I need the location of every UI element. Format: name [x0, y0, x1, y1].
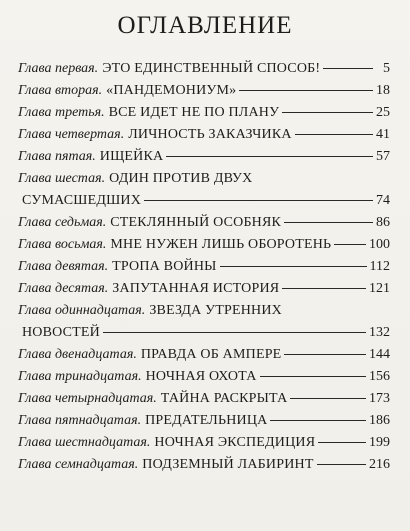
dot-leader — [284, 221, 373, 223]
chapter-label: Глава семнадцатая. — [18, 457, 139, 472]
chapter-label: Глава первая. — [18, 61, 99, 76]
table-of-contents — [18, 58, 390, 476]
chapter-title: ТАЙНА РАСКРЫТА — [160, 391, 288, 406]
chapter-label: Глава третья. — [18, 105, 105, 120]
dot-leader — [220, 265, 367, 267]
chapter-label: Глава вторая. — [18, 83, 103, 98]
chapter-label: Глава шестнадцатая. — [18, 435, 151, 450]
toc-entry[interactable] — [18, 168, 390, 212]
dot-leader — [282, 111, 373, 113]
dot-leader — [260, 375, 367, 377]
chapter-label: Глава восьмая. — [18, 237, 107, 252]
dot-leader — [323, 67, 373, 69]
dot-leader — [239, 89, 373, 91]
page-number: 5 — [383, 61, 390, 76]
page-number: 86 — [376, 215, 390, 230]
chapter-title: МНЕ НУЖЕН ЛИШЬ ОБОРОТЕНЬ — [110, 237, 332, 252]
page-number: 57 — [376, 149, 390, 164]
chapter-title-continued: СУМАСШЕДШИХ — [22, 193, 142, 208]
chapter-label: Глава двенадцатая. — [18, 347, 137, 362]
page-number: 121 — [369, 281, 390, 296]
dot-leader — [166, 155, 373, 157]
chapter-title: НОЧНАЯ ЭКСПЕДИЦИЯ — [154, 435, 316, 450]
chapter-title: ЗАПУТАННАЯ ИСТОРИЯ — [112, 281, 280, 296]
page-number: 112 — [369, 259, 390, 274]
dot-leader — [318, 441, 366, 443]
toc-entry[interactable] — [18, 58, 390, 80]
chapter-title: ТРОПА ВОЙНЫ — [112, 259, 217, 274]
chapter-title: ИЩЕЙКА — [99, 149, 164, 164]
page-title: ОГЛАВЛЕНИЕ — [117, 12, 293, 39]
toc-entry[interactable] — [18, 388, 390, 410]
toc-entry[interactable] — [18, 256, 390, 278]
chapter-title: ПРЕДАТЕЛЬНИЦА — [145, 413, 268, 428]
chapter-title: ЗВЕЗДА УТРЕННИХ — [149, 303, 282, 318]
toc-entry[interactable] — [18, 234, 390, 256]
toc-entry[interactable] — [18, 344, 390, 366]
toc-entry[interactable] — [18, 410, 390, 432]
dot-leader — [284, 353, 366, 355]
chapter-title: ЭТО ЕДИНСТВЕННЫЙ СПОСОБ! — [102, 61, 321, 76]
page-number: 132 — [369, 325, 390, 340]
dot-leader — [295, 133, 373, 135]
chapter-label: Глава седьмая. — [18, 215, 107, 230]
toc-entry[interactable] — [18, 124, 390, 146]
chapter-title: ВСЕ ИДЕТ НЕ ПО ПЛАНУ — [108, 105, 280, 120]
page-number: 186 — [369, 413, 390, 428]
chapter-title: ПОДЗЕМНЫЙ ЛАБИРИНТ — [142, 457, 314, 472]
chapter-label: Глава пятая. — [18, 149, 96, 164]
toc-entry[interactable] — [18, 366, 390, 388]
chapter-label: Глава одиннадцатая. — [18, 303, 146, 318]
toc-entry[interactable] — [18, 146, 390, 168]
dot-leader — [334, 243, 366, 245]
page-number: 199 — [369, 435, 390, 450]
chapter-title: СТЕКЛЯННЫЙ ОСОБНЯК — [110, 215, 282, 230]
toc-entry[interactable] — [18, 300, 390, 344]
chapter-title: НОЧНАЯ ОХОТА — [145, 369, 257, 384]
page-number: 41 — [376, 127, 390, 142]
dot-leader — [103, 331, 366, 333]
dot-leader — [290, 397, 366, 399]
dot-leader — [144, 199, 373, 201]
page-number: 173 — [369, 391, 390, 406]
chapter-title-continued: НОВОСТЕЙ — [22, 325, 100, 340]
chapter-title: «ПАНДЕМОНИУМ» — [106, 83, 237, 98]
dot-leader — [282, 287, 366, 289]
chapter-label: Глава четырнадцатая. — [18, 391, 157, 406]
chapter-label: Глава четвертая. — [18, 127, 125, 142]
toc-entry[interactable] — [18, 278, 390, 300]
page-number: 156 — [369, 369, 390, 384]
page-number: 18 — [376, 83, 390, 98]
toc-entry[interactable] — [18, 454, 390, 476]
chapter-label: Глава пятнадцатая. — [18, 413, 142, 428]
page-number: 74 — [376, 193, 390, 208]
toc-entry[interactable] — [18, 80, 390, 102]
chapter-title: ПРАВДА ОБ АМПЕРЕ — [140, 347, 282, 362]
page-number: 25 — [376, 105, 390, 120]
dot-leader — [317, 463, 366, 465]
chapter-label: Глава девятая. — [18, 259, 109, 274]
chapter-label: Глава десятая. — [18, 281, 109, 296]
page-number: 216 — [369, 457, 390, 472]
page-number: 100 — [369, 237, 390, 252]
dot-leader — [270, 419, 366, 421]
page-number: 144 — [369, 347, 390, 362]
toc-entry[interactable] — [18, 212, 390, 234]
chapter-label: Глава тринадцатая. — [18, 369, 142, 384]
toc-entry[interactable] — [18, 102, 390, 124]
chapter-title: ОДИН ПРОТИВ ДВУХ — [109, 171, 253, 186]
toc-entry[interactable] — [18, 432, 390, 454]
chapter-title: ЛИЧНОСТЬ ЗАКАЗЧИКА — [128, 127, 292, 142]
chapter-label: Глава шестая. — [18, 171, 106, 186]
